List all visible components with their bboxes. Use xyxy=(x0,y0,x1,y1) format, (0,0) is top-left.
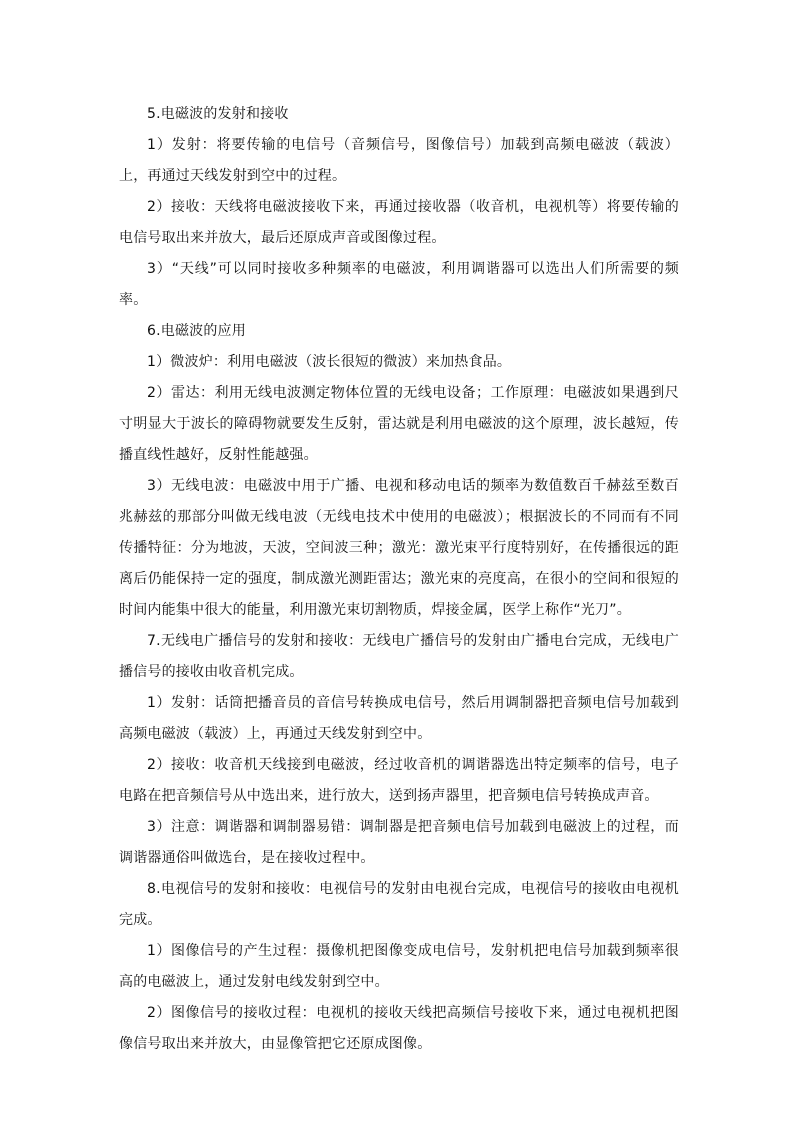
section-heading-7: 7.无线电广播信号的发射和接收：无线电广播信号的发射由广播电台完成，无线电广播信号的接收由收音机完成。 xyxy=(119,633,679,680)
paragraph: 2）图像信号的接收过程：电视机的接收天线把高频信号接收下来，通过电视机把图像信号取出来并放大，由显像管把它还原成图像。 xyxy=(119,1005,679,1052)
paragraph: 1）图像信号的产生过程：摄像机把图像变成电信号，发射机把电信号加载到频率很高的电磁波上，通过发射电线发射到空中。 xyxy=(119,943,679,990)
paragraph: 1）微波炉：利用电磁波（波长很短的微波）来加热食品。 xyxy=(147,354,512,370)
paragraph: 2）雷达：利用无线电波测定物体位置的无线电设备；工作原理：电磁波如果遇到尺寸明显大于波长的障碍物就要发生反射，雷达就是利用电磁波的这个原理，波长越短，传播直线性越好，反射性能越强。 xyxy=(119,385,679,463)
section-heading-5: 5.电磁波的发射和接收 xyxy=(147,106,289,122)
paragraph: 2）接收：天线将电磁波接收下来，再通过接收器（收音机，电视机等）将要传输的电信号取出来并放大，最后还原成声音或图像过程。 xyxy=(119,199,679,246)
paragraph: 3）无线电波：电磁波中用于广播、电视和移动电话的频率为数值数百千赫兹至数百兆赫兹的那部分叫做无线电波（无线电技术中使用的电磁波）；根据波长的不同而有不同传播特征：分为地波，天波，空间波三种；激光：激光束平行度特别好，在传播很远的距离后仍能保持一定的强度，制成激光测距雷达；激光束的亮度高，在很小的空间和很短的时间内能集中很大的能量，利用激光束切割物质，焊接金属，医学上称作“光刀”。 xyxy=(119,478,679,618)
paragraph: 3）“天线”可以同时接收多种频率的电磁波，利用调谐器可以选出人们所需要的频率。 xyxy=(119,261,679,308)
paragraph: 2）接收：收音机天线接到电磁波，经过收音机的调谐器选出特定频率的信号，电子电路在把音频信号从中选出来，进行放大，送到扬声器里，把音频电信号转换成声音。 xyxy=(119,757,679,804)
paragraph: 1）发射：话筒把播音员的音信号转换成电信号，然后用调制器把音频电信号加载到高频电磁波（载波）上，再通过天线发射到空中。 xyxy=(119,695,679,742)
section-heading-6: 6.电磁波的应用 xyxy=(147,323,246,339)
document-body xyxy=(119,99,679,1060)
section-heading-8: 8.电视信号的发射和接收：电视信号的发射由电视台完成，电视信号的接收由电视机完成。 xyxy=(119,881,679,928)
paragraph: 1）发射：将要传输的电信号（音频信号，图像信号）加载到高频电磁波（载波）上，再通过天线发射到空中的过程。 xyxy=(119,137,679,184)
paragraph: 3）注意：调谐器和调制器易错：调制器是把音频电信号加载到电磁波上的过程，而调谐器通俗叫做选台，是在接收过程中。 xyxy=(119,819,679,866)
